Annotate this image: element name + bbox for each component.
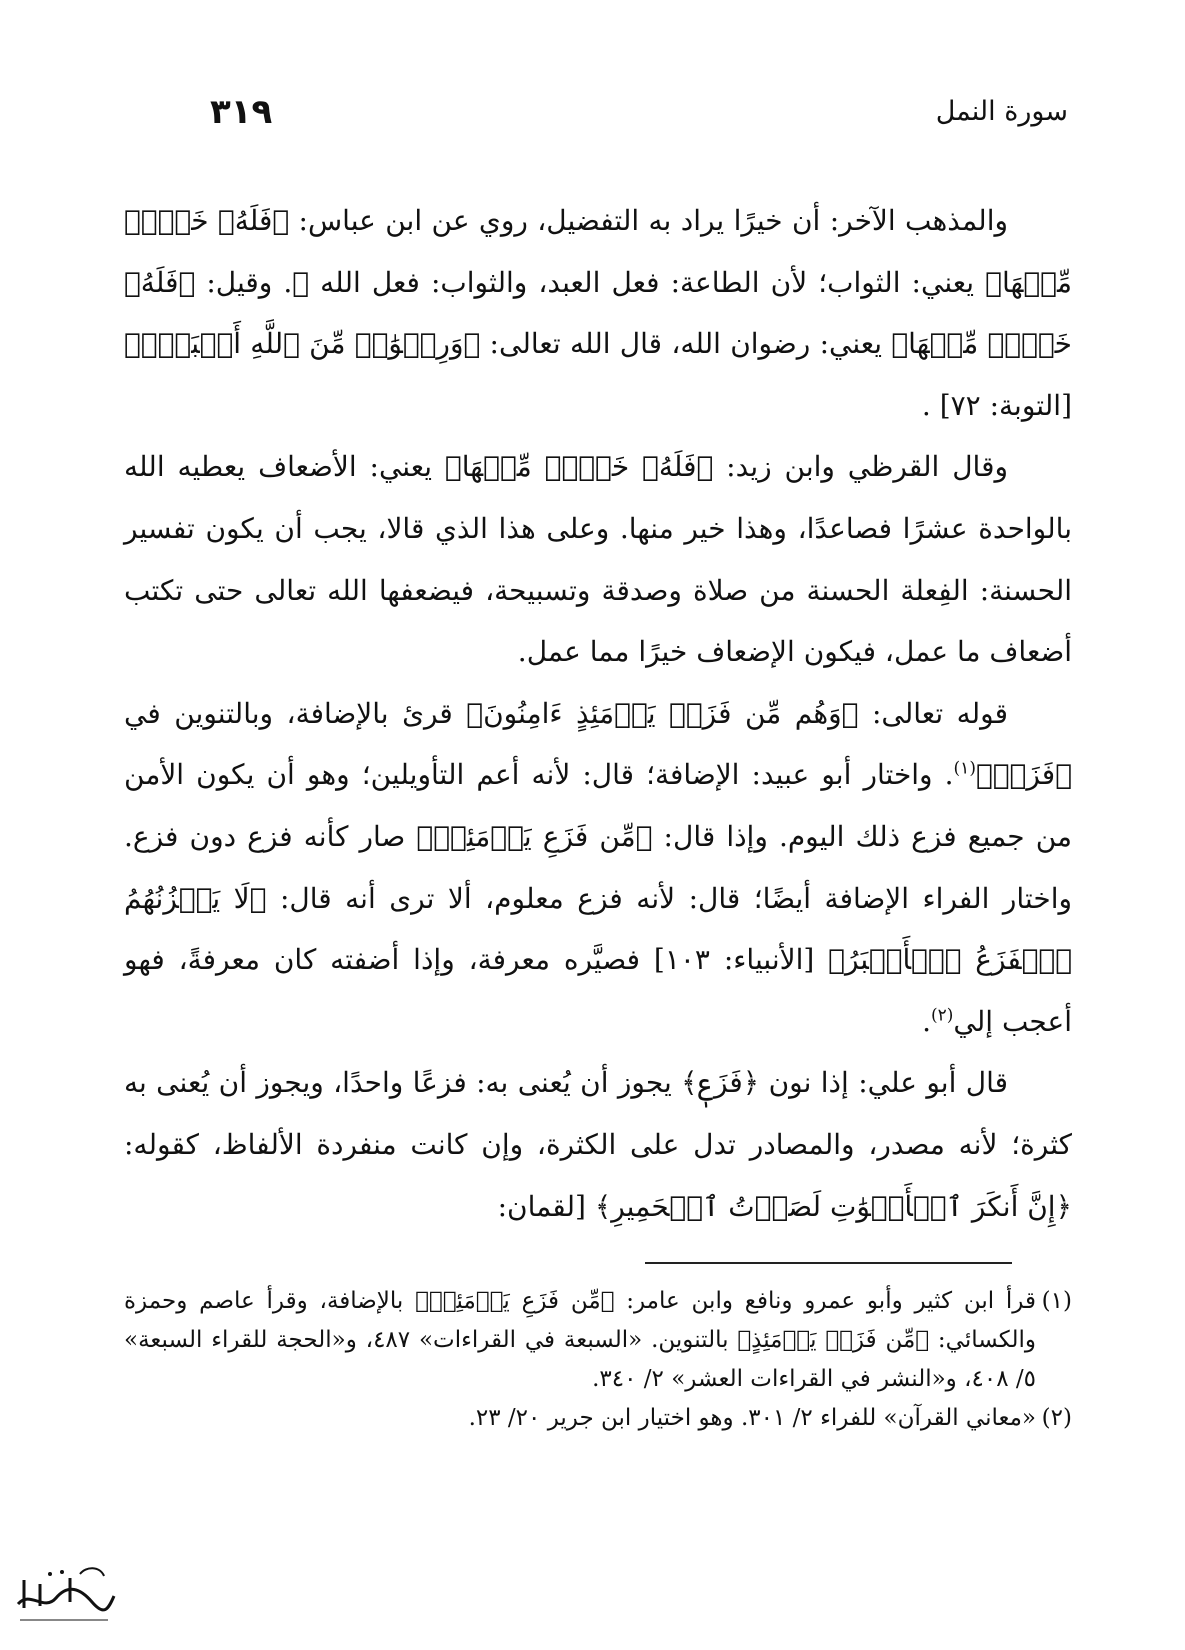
footnote-number: (٢) xyxy=(1041,1405,1072,1431)
paragraph-3-rest: . واختار أبو عبيد: الإضافة؛ قال: لأنه أعم التأويلين؛ وهو أن يكون الأمن من جميع فزع ذلك اليوم. وإذا قال: ﴿مِّن فَزَعِ يَوۡمَئِذٖ﴾ صار كأنه فزع دون فزع. واختار الفراء الإضافة أيضًا؛ قال: لأنه فزع معلوم، ألا ترى أنه قال: ﴿لَا يَحۡزُنُهُمُ ٱلۡفَزَعُ ٱلۡأَكۡبَرُ﴾ [الأنبياء: ١٠٣] فصيَّره معرفة، وإذا أضفته كان معرفةً، فهو أعجب إلي xyxy=(124,758,1073,1038)
paragraph-3-end: . xyxy=(922,1004,931,1038)
main-text xyxy=(124,190,1072,1237)
paragraph-2: وقال القرظي وابن زيد: ﴿فَلَهُۥ خَيۡرٞ مِّنۡهَا﴾ يعني: الأضعاف يعطيه الله بالواحدة عشرًا فصاعدًا، وهذا خير منها. وعلى هذا الذي قالا، يجب أن يكون تفسير الحسنة: الفِعلة الحسنة من صلاة وصدقة وتسبيحة، فيضعفها الله تعالى حتى تكتب أضعاف ما عمل، فيكون الإضعاف خيرًا مما عمل. xyxy=(124,450,1072,669)
publisher-logo xyxy=(10,1560,118,1630)
footnote-ref-1: (١) xyxy=(953,759,976,780)
page-number: ٣١٩ xyxy=(210,92,273,132)
footnote-ref-2: (٢) xyxy=(930,1005,954,1026)
footnote-1 xyxy=(124,1282,1072,1399)
paragraph-4: قال أبو علي: إذا نون ﴿فَزَعٖ﴾ يجوز أن يُعنى به: فزعًا واحدًا، ويجوز أن يُعنى به كثرة؛ لأنه مصدر، والمصادر تدل على الكثرة، وإن كانت منفردة الألفاظ، كقوله: ﴿إِنَّ أَنكَرَ ٱلۡأَصۡوَٰتِ لَصَوۡتُ ٱلۡحَمِيرِ﴾ [لقمان: xyxy=(124,1066,1072,1223)
page-header xyxy=(210,92,1068,144)
surah-title: سورة النمل xyxy=(935,96,1068,127)
footnote-text: قرأ ابن كثير وأبو عمرو ونافع وابن عامر: ﴿مِّن فَزَعِ يَوۡمَئِذٖ﴾ بالإضافة، وقرأ عاصم وحمزة والكسائي: ﴿مِّن فَزَعٖ يَوۡمَئِذٍ﴾ بالتنوين. «السبعة في القراءات» ٤٨٧، و«الحجة للقراء السبعة» ٥/ ٤٠٨، و«النشر في القراءات العشر» ٢/ ٣٤٠. xyxy=(124,1288,1036,1392)
footnotes xyxy=(124,1282,1072,1438)
footnote-number: (١) xyxy=(1041,1288,1072,1314)
paragraph-3 xyxy=(124,683,1072,1053)
paragraph-3-start: قوله تعالى: ﴿وَهُم مِّن فَزَعٖ يَوۡمَئِذٍ ءَامِنُونَ﴾ قرئ بالإضافة، وبالتنوين في ﴿فَزَعٖ﴾ xyxy=(124,696,1072,792)
paragraph-1: والمذهب الآخر: أن خيرًا يراد به التفضيل، روي عن ابن عباس: ﴿فَلَهُۥ خَيۡرٞ مِّنۡهَا﴾ يعني: الثواب؛ لأن الطاعة: فعل العبد، والثواب: فعل الله ﷻ. وقيل: ﴿فَلَهُۥ خَيۡرٞ مِّنۡهَا﴾ يعني: رضوان الله، قال الله تعالى: ﴿وَرِضۡوَٰنٞ مِّنَ ٱللَّهِ أَكۡبَرُۚ﴾ [التوبة: ٧٢] . xyxy=(124,204,1072,422)
footnote-text: «معاني القرآن» للفراء ٢/ ٣٠١. وهو اختيار ابن جرير ٢٠/ ٢٣. xyxy=(468,1405,1036,1431)
footnote-separator xyxy=(645,1262,1012,1264)
footnote-2 xyxy=(124,1399,1072,1438)
